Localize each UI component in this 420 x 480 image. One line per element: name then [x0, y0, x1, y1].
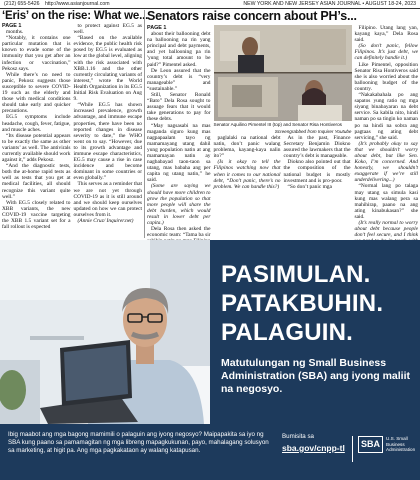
article-paragraph: “While EG.5 has shown increased prevalence, growth advantage, and immune escape properties, there have been no reported changes in disease severity to date,” the WHO went on to say. “However, due to its growth advantage and immune escape characteristics, EG.5 may cause a rise in case incidence and become dominant in some countries or even globally.” [73, 102, 142, 182]
header-publication: NEW YORK AND NEW JERSEY ASIAN JOURNAL [243, 1, 361, 7]
article-paragraph: PAGE 1 [147, 25, 167, 31]
article-paragraph: “And the diagnostic tests, both the at-home rapid tests as well as tests that you get at medical facilities, all should recognize this variant quite well.” [2, 163, 71, 200]
article-paragraph: (Is it okay to tell the Filipinos watching now that when it comes to our national debt, “Don’t panic, there’s no problem. We can handle this?) [213, 159, 281, 190]
article-paragraph: “Nakakabahala po ang sapatos yung ratio ng mga siyang binabayaran na debt service. Sa kabila nito, hindi naman po sa tingin ko naman po na hindi na sobra ang pagtaas ng ating debt servicing,” she said. [354, 92, 418, 141]
senators-column-3 [284, 135, 351, 235]
header-contact [4, 1, 114, 7]
article-paragraph: “Based on the available evidence, the public health risk posed by EG.5 is evaluated as low at the global level, aligning with the risk associated with XBB.1.16 and the other currently circulating variants of interest,” wrote the World Health Organization in its EG.5 Initial Risk Evaluation on Aug 9. [73, 35, 142, 103]
header-url[interactable]: http://www.asianjournal.com [44, 1, 110, 7]
ad-subhead: Matutulungan ng Small Business Administration (SBA) ang iyong maliit na negosyo. [221, 357, 411, 395]
article-paragraph: (It’s probably okay to say that we shouldn’t worry about debt, but like Sen. Koko, I’m concerned. And honestly, we shouldn’t exaggerate if we’re still underdelivering...) [354, 140, 418, 184]
eris-headline[interactable]: ‘Eris’ on the rise: What we... [2, 10, 149, 22]
senators-column-4 [354, 25, 419, 239]
caption-text: Senator Aquilino Pimentel III (top) and Senator Risa Hontiveros [213, 122, 342, 127]
eris-columns [2, 23, 142, 230]
ad-photo [0, 240, 210, 424]
eris-column-1 [2, 23, 71, 230]
sba-logo-mark: SBA [358, 436, 383, 453]
article-paragraph: PAGE 1 [2, 23, 22, 29]
article-paragraph: (So don’t panic, fellow Filipinos. It’s just debt, we can definitely handle it.) [354, 43, 418, 62]
senators-column-1 [147, 25, 211, 239]
sba-advertisement [0, 240, 420, 480]
article-paragraph: Diokno also pointed out that the composition of the national budget is mostly investment and is pro-poor. [283, 159, 351, 184]
article-paragraph: Filipino. Utang lang yan, kayang kaya,” Dela Rosa said. [354, 25, 418, 44]
senators-photo-credit-row [214, 129, 352, 134]
article-paragraph: As in the past, Finance Secretary Benjamin Diokno assured the lawmakers that the country’s debt is manageable. [283, 135, 351, 160]
senators-column-2 [214, 135, 281, 235]
senators-lower-columns [214, 135, 352, 235]
page-header-strip [0, 0, 420, 9]
header-phone: (212) 655-5426 [4, 1, 40, 7]
article-paragraph: about their ballooning debt na ballooning na rin yang principal and debt payments, and yet ballooning pa rin 'yung total amount to be paid?” Pimentel asked. [147, 31, 211, 68]
article-paragraph: Still, Senator Ronald “Bato” Dela Rosa sought to assuage fears that it would take generations to pay for these debts. [147, 92, 211, 123]
senators-photo-image [214, 25, 352, 121]
eris-column-2 [74, 23, 143, 230]
sba-logo[interactable] [358, 436, 420, 453]
ad-headline-2: PATAKBUHIN. [221, 290, 384, 317]
article-paragraph: Dela Rosa then asked the economic team: “Tama ba sir [147, 226, 211, 239]
header-date: AUGUST 18-24, 2023 [365, 1, 416, 7]
ad-headline-3: PALAGUIN. [221, 319, 354, 346]
header-separator: • [362, 1, 366, 7]
article-paragraph: With EG.5 closely related to XBB variants, the new COVID-19 vaccine targeting the XBB 1.5 variant set for a fall rollout is expected [2, 199, 71, 231]
ad-headline-panel [210, 240, 420, 424]
ad-body-text: Ibig maabot ang mga bagong mamimili o palaguin ang iyong negosyo? Maipapakita sa iyo ng SBA kung paano sa pamamagitan ng mga libreng mapagkukunan, payo, mahalagang solusyon sa marketing, at higit pa. Ang mga pagkakataon ay walang katapusan. [8, 431, 269, 454]
sba-logo-name-line-1: U.S. Small Business [386, 436, 408, 447]
article-paragraph: “Its disease potential appears to be exactly the same as other variants’ as well. The antivirals currently available should work against it,” adds Pekosz. [2, 132, 71, 164]
ad-man-at-laptop-image [0, 240, 210, 424]
ad-headline-1: PASIMULAN. [221, 261, 371, 288]
caption-credit: Screengrabbed from Inquirer Youtube [274, 129, 352, 134]
ad-visit-link[interactable]: sba.gov/cnpp-tl [282, 443, 345, 453]
ad-divider [352, 436, 353, 462]
senators-photo [214, 25, 352, 121]
article-paragraph: (It’s really normal to worry about debt because people don’t feel secure, and I think [354, 220, 418, 239]
senators-photo-block [214, 25, 352, 230]
header-publication-info [243, 1, 416, 7]
article-paragraph: “May nagsasabi na mas maganda siguro kung mas nagpapaalam tayo ng mamamayang utang dahil yung population natin at ang mamamayan natin ay nagbabayad taon-taon sa utang, mas babaha ang per capita ng utang natin,” he said. [147, 122, 211, 184]
article-paragraph: While there’s no need to panic, Pekosz suggests those susceptible to severe COVID-19 such as the elderly and those with medical conditions should take early and quicker precautions. [2, 71, 71, 115]
article-paragraph: This serves as a reminder that we are not yet through COVID-19 as it is still around and we should keep ourselves updated on how we can protect ourselves from it. [73, 181, 142, 218]
article-paragraph: “Notably, it contains one particular mutation that is known to evade some of the immunity that you get after an infection or vaccination,” Pekosz says. [2, 35, 71, 72]
article-paragraph: “Normal lang po talaga may utang sa simula kasi kung mas walang pera sa mahihirap, paano na ang ating kinabukasan?” she said. [354, 183, 418, 220]
ad-footer-bar [0, 424, 420, 480]
senators-columns [147, 25, 418, 239]
news-section [0, 10, 420, 238]
article-paragraph: (Annie Cruz/ Inquirer.net) [77, 218, 134, 224]
sba-logo-name [386, 436, 420, 452]
article-paragraph: EG.5 symptoms include headache, cough, fever, fatigue, and muscle aches. [2, 114, 71, 133]
senators-headline[interactable]: Senators raise concern about PH’s... [147, 9, 357, 23]
article-paragraph: months. [6, 29, 24, 36]
senators-photo-caption [214, 122, 352, 127]
article-paragraph: to protect against EG.5 as well. [73, 23, 142, 36]
article-paragraph: (Some are saying we should have more children to grow the population so that more people will share the debt burden, which would result in lower debt per capita.) [147, 183, 211, 226]
sba-logo-name-line-2: Administration [386, 447, 416, 453]
article-paragraph: Like Pimentel, opposition Senator Risa Hontiveros said she is also worried about the ballooning budget of the country. [354, 61, 418, 92]
article-paragraph: De Leon assured that the country’s debt is “very manageable” and “sustainable.” [147, 67, 211, 92]
ad-visit-label: Bumisita sa [282, 433, 314, 440]
article-paragraph: “So don’t panic mga [287, 183, 332, 190]
senators-story [144, 10, 418, 238]
article-paragraph: paglalaki na national debt natin, don’t panic walang problema, kayang-kaya nalin ito?” [213, 135, 281, 160]
eris-story [2, 10, 149, 238]
